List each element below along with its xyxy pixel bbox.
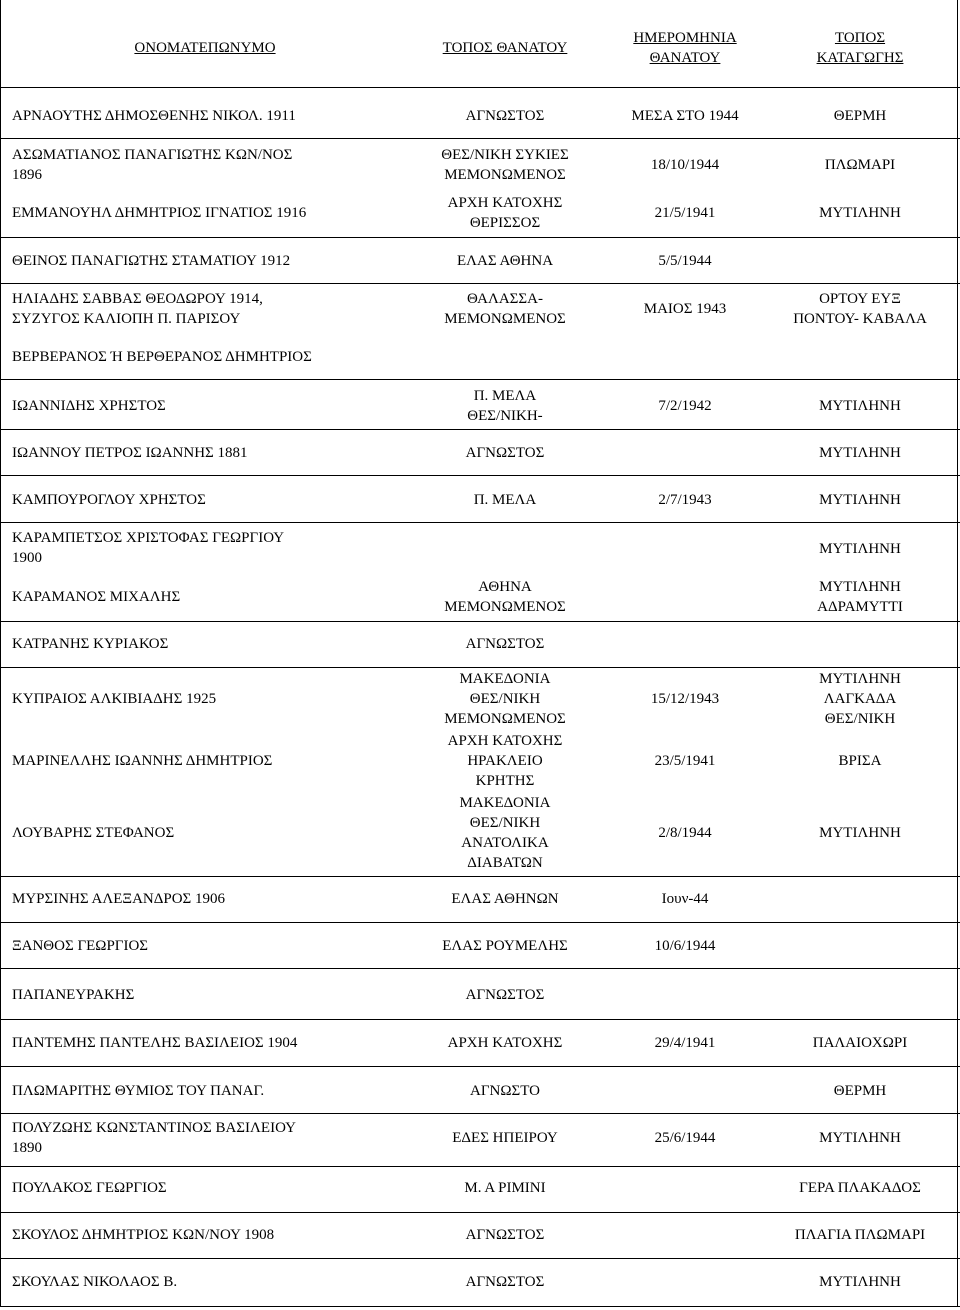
origin-cell: ΛΑΓΚΑΔΑ xyxy=(823,691,897,707)
rule xyxy=(0,283,960,284)
place-cell: ΑΓΝΩΣΤΟΣ xyxy=(465,987,545,1003)
date-cell: 25/6/1944 xyxy=(654,1130,716,1146)
origin-cell: ΜΥΤΙΛΗΝΗ xyxy=(819,205,901,221)
origin-cell: ΜΥΤΙΛΗΝΗ xyxy=(819,398,901,414)
name-cell: ΛΟΥΒΑΡΗΣ ΣΤΕΦΑΝΟΣ xyxy=(12,825,175,841)
place-cell: ΑΡΧΗ ΚΑΤΟΧΗΣ xyxy=(447,195,563,211)
origin-cell: ΘΕΡΜΗ xyxy=(833,108,887,124)
date-cell: 2/8/1944 xyxy=(658,825,712,841)
rule xyxy=(0,968,960,969)
rule xyxy=(0,0,1,1307)
place-cell: ΑΓΝΩΣΤΟ xyxy=(470,1083,540,1099)
place-cell: ΑΓΝΩΣΤΟΣ xyxy=(465,108,545,124)
name-cell: ΕΜΜΑΝΟΥΗΛ ΔΗΜΗΤΡΙΟΣ ΙΓΝΑΤΙΟΣ 1916 xyxy=(12,205,307,221)
rule xyxy=(0,429,960,430)
origin-cell: ΑΔΡΑΜΥΤΤΙ xyxy=(817,599,903,615)
rule xyxy=(0,1019,960,1020)
name-cell: ΚΥΠΡΑΙΟΣ ΑΛΚΙΒΙΑΔΗΣ 1925 xyxy=(12,691,217,707)
place-cell: ΘΑΛΑΣΣΑ- xyxy=(467,291,543,307)
origin-cell: ΜΥΤΙΛΗΝΗ xyxy=(819,579,901,595)
origin-cell: ΠΛΑΓΙΑ ΠΛΩΜΑΡΙ xyxy=(794,1227,926,1243)
origin-cell: ΜΥΤΙΛΗΝΗ xyxy=(819,825,901,841)
place-cell: ΑΡΧΗ ΚΑΤΟΧΗΣ xyxy=(447,733,563,749)
name-cell: ΞΑΝΘΟΣ ΓΕΩΡΓΙΟΣ xyxy=(12,938,149,954)
place-cell: ΘΕΣ/ΝΙΚΗ ΣΥΚΙΕΣ xyxy=(441,147,569,163)
rule xyxy=(0,667,960,668)
rule xyxy=(0,876,960,877)
name-cell: ΚΑΜΠΟΥΡΟΓΛΟΥ ΧΡΗΣΤΟΣ xyxy=(12,492,206,508)
origin-cell: ΜΥΤΙΛΗΝΗ xyxy=(819,492,901,508)
origin-cell: ΠΟΝΤΟΥ- ΚΑΒΑΛΑ xyxy=(793,311,927,327)
header-name: ΟΝΟΜΑΤΕΠΩΝΥΜΟ xyxy=(134,40,276,56)
name-cell: ΘΕΙΝΟΣ ΠΑΝΑΓΙΩΤΗΣ ΣΤΑΜΑΤΙΟΥ 1912 xyxy=(12,253,291,269)
place-cell: ΜΕΜΟΝΩΜΕΝΟΣ xyxy=(444,711,566,727)
name-cell: ΚΑΡΑΜΠΕΤΣΟΣ ΧΡΙΣΤΟΦΑΣ ΓΕΩΡΓΙΟΥ xyxy=(12,530,285,546)
place-cell: ΑΝΑΤΟΛΙΚΑ xyxy=(461,835,549,851)
origin-cell: ΟΡΤΟΥ ΕΥΞ xyxy=(819,291,901,307)
place-cell: ΘΕΣ/ΝΙΚΗ- xyxy=(467,408,543,424)
place-cell: Μ. Α ΡΙΜΙΝΙ xyxy=(464,1180,546,1196)
rule xyxy=(957,0,958,1307)
place-cell: ΑΓΝΩΣΤΟΣ xyxy=(465,1227,545,1243)
origin-cell: ΜΥΤΙΛΗΝΗ xyxy=(819,671,901,687)
place-cell: ΜΕΜΟΝΩΜΕΝΟΣ xyxy=(444,167,566,183)
rule xyxy=(0,379,960,380)
origin-cell: ΜΥΤΙΛΗΝΗ xyxy=(819,541,901,557)
date-cell: ΜΑΙΟΣ 1943 xyxy=(643,301,727,317)
place-cell: ΚΡΗΤΗΣ xyxy=(475,773,535,789)
date-cell: 7/2/1942 xyxy=(658,398,712,414)
name-cell: ΜΥΡΣΙΝΗΣ ΑΛΕΞΑΝΔΡΟΣ 1906 xyxy=(12,891,226,907)
rule xyxy=(0,1258,960,1259)
place-cell: Π. ΜΕΛΑ xyxy=(473,388,537,404)
date-cell: 23/5/1941 xyxy=(654,753,716,769)
rule xyxy=(0,1066,960,1067)
name-cell: ΚΑΡΑΜΑΝΟΣ ΜΙΧΑΛΗΣ xyxy=(12,589,181,605)
origin-cell: ΜΥΤΙΛΗΝΗ xyxy=(819,445,901,461)
place-cell: ΕΛΑΣ ΑΘΗΝΑ xyxy=(456,253,554,269)
place-cell: ΔΙΑΒΑΤΩΝ xyxy=(467,855,543,871)
name-cell: ΣΥΖΥΓΟΣ ΚΑΛΙΟΠΗ Π. ΠΑΡΙΣΟΥ xyxy=(12,311,241,327)
origin-cell: ΠΑΛΑΙΟΧΩΡΙ xyxy=(812,1035,908,1051)
header-origin: ΤΟΠΟΣ ΚΑΤΑΓΩΓΗΣ xyxy=(816,30,904,66)
place-cell: ΑΘΗΝΑ xyxy=(478,579,532,595)
name-cell: ΣΚΟΥΛΟΣ ΔΗΜΗΤΡΙΟΣ ΚΩΝ/ΝΟΥ 1908 xyxy=(12,1227,275,1243)
date-cell: 29/4/1941 xyxy=(654,1035,716,1051)
header-place: ΤΟΠΟΣ ΘΑΝΑΤΟΥ xyxy=(442,40,568,56)
date-cell: 21/5/1941 xyxy=(654,205,716,221)
place-cell: ΜΑΚΕΔΟΝΙΑ xyxy=(459,795,551,811)
origin-cell: ΜΥΤΙΛΗΝΗ xyxy=(819,1130,901,1146)
rule xyxy=(0,237,960,238)
date-cell: 18/10/1944 xyxy=(650,157,720,173)
origin-cell: ΓΕΡΑ ΠΛΑΚΑΔΟΣ xyxy=(799,1180,921,1196)
place-cell: ΘΕΣ/ΝΙΚΗ xyxy=(469,691,541,707)
place-cell: Π. ΜΕΛΑ xyxy=(473,492,537,508)
rule xyxy=(0,1306,960,1307)
place-cell: ΘΕΡΙΣΣΟΣ xyxy=(469,215,541,231)
place-cell: ΜΑΚΕΔΟΝΙΑ xyxy=(459,671,551,687)
name-cell: ΗΛΙΑΔΗΣ ΣΑΒΒΑΣ ΘΕΟΔΩΡΟΥ 1914, xyxy=(12,291,263,307)
name-cell: 1890 xyxy=(12,1140,42,1156)
origin-cell: ΒΡΙΣΑ xyxy=(838,753,882,769)
place-cell: ΜΕΜΟΝΩΜΕΝΟΣ xyxy=(444,311,566,327)
rule xyxy=(0,138,960,139)
name-cell: ΙΩΑΝΝΙΔΗΣ ΧΡΗΣΤΟΣ xyxy=(12,398,166,414)
origin-cell: ΘΕΡΜΗ xyxy=(833,1083,887,1099)
place-cell: ΑΓΝΩΣΤΟΣ xyxy=(465,1274,545,1290)
place-cell: ΑΡΧΗ ΚΑΤΟΧΗΣ xyxy=(447,1035,563,1051)
origin-cell: ΜΥΤΙΛΗΝΗ xyxy=(819,1274,901,1290)
name-cell: ΠΛΩΜΑΡΙΤΗΣ ΘΥΜΙΟΣ ΤΟΥ ΠΑΝΑΓ. xyxy=(12,1083,265,1099)
rule xyxy=(0,1113,960,1114)
place-cell: ΕΛΑΣ ΡΟΥΜΕΛΗΣ xyxy=(442,938,568,954)
rule xyxy=(0,621,960,622)
date-cell: 5/5/1944 xyxy=(658,253,712,269)
rule xyxy=(0,1166,960,1167)
date-cell: 15/12/1943 xyxy=(650,691,720,707)
rule xyxy=(0,522,960,523)
origin-cell: ΘΕΣ/ΝΙΚΗ xyxy=(824,711,896,727)
rule xyxy=(0,922,960,923)
place-cell: ΘΕΣ/ΝΙΚΗ xyxy=(469,815,541,831)
name-cell: ΑΣΩΜΑΤΙΑΝΟΣ ΠΑΝΑΓΙΩΤΗΣ ΚΩΝ/ΝΟΣ xyxy=(12,147,293,163)
date-cell: ΜΕΣΑ ΣΤΟ 1944 xyxy=(631,108,739,124)
name-cell: ΑΡΝΑΟΥΤΗΣ ΔΗΜΟΣΘΕΝΗΣ ΝΙΚΟΛ. 1911 xyxy=(12,108,296,124)
header-date: ΗΜΕΡΟΜΗΝΙΑ ΘΑΝΑΤΟΥ xyxy=(633,30,737,66)
rule xyxy=(0,87,960,88)
name-cell: ΠΟΛΥΖΩΗΣ ΚΩΝΣΤΑΝΤΙΝΟΣ ΒΑΣΙΛΕΙΟΥ xyxy=(12,1120,296,1136)
date-cell: 2/7/1943 xyxy=(658,492,712,508)
name-cell: ΒΕΡΒΕΡΑΝΟΣ Ή ΒΕΡΘΕΡΑΝΟΣ ΔΗΜΗΤΡΙΟΣ xyxy=(12,349,312,365)
place-cell: ΕΔΕΣ ΗΠΕΙΡΟΥ xyxy=(452,1130,558,1146)
name-cell: ΠΟΥΛΑΚΟΣ ΓΕΩΡΓΙΟΣ xyxy=(12,1180,167,1196)
place-cell: ΑΓΝΩΣΤΟΣ xyxy=(465,636,545,652)
name-cell: ΜΑΡΙΝΕΛΛΗΣ ΙΩΑΝΝΗΣ ΔΗΜΗΤΡΙΟΣ xyxy=(12,753,273,769)
name-cell: ΙΩΑΝΝΟΥ ΠΕΤΡΟΣ ΙΩΑΝΝΗΣ 1881 xyxy=(12,445,248,461)
rule xyxy=(0,1212,960,1213)
origin-cell: ΠΛΩΜΑΡΙ xyxy=(824,157,896,173)
place-cell: ΕΛΑΣ ΑΘΗΝΩΝ xyxy=(451,891,559,907)
name-cell: 1896 xyxy=(12,167,42,183)
place-cell: ΑΓΝΩΣΤΟΣ xyxy=(465,445,545,461)
place-cell: ΜΕΜΟΝΩΜΕΝΟΣ xyxy=(444,599,566,615)
name-cell: ΚΑΤΡΑΝΗΣ ΚΥΡΙΑΚΟΣ xyxy=(12,636,169,652)
name-cell: 1900 xyxy=(12,550,42,566)
place-cell: ΗΡΑΚΛΕΙΟ xyxy=(467,753,543,769)
date-cell: Ιουν-44 xyxy=(661,891,709,907)
rule xyxy=(0,475,960,476)
name-cell: ΠΑΝΤΕΜΗΣ ΠΑΝΤΕΛΗΣ ΒΑΣΙΛΕΙΟΣ 1904 xyxy=(12,1035,298,1051)
name-cell: ΠΑΠΑΝΕΥΡΑΚΗΣ xyxy=(12,987,135,1003)
name-cell: ΣΚΟΥΛΑΣ ΝΙΚΟΛΑΟΣ Β. xyxy=(12,1274,178,1290)
date-cell: 10/6/1944 xyxy=(654,938,716,954)
